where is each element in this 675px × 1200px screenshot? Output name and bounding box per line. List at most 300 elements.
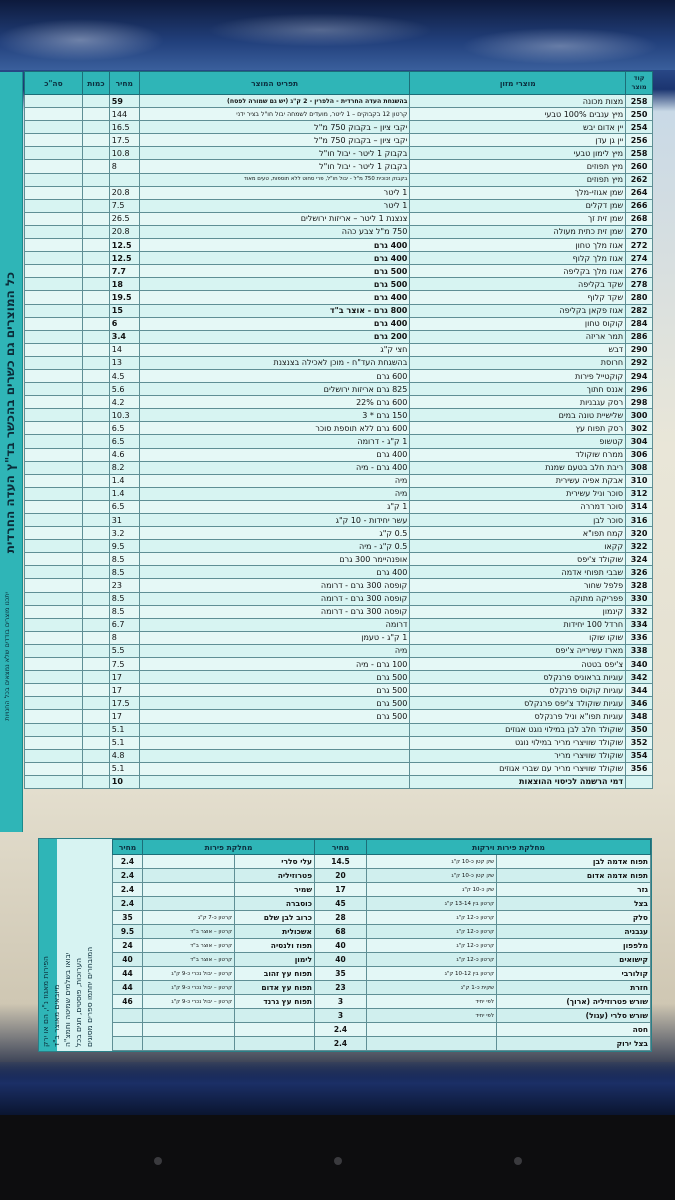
fruit-unit: קרטון – יבול נכרי כ-9 ק"ג	[143, 981, 235, 995]
row-qty-cell[interactable]	[82, 671, 109, 684]
row-qty-cell[interactable]	[82, 461, 109, 474]
fruit-row	[113, 911, 315, 925]
table-row	[25, 618, 653, 631]
row-product-name: עוגיות תפו"א וניל פרנקלס	[410, 710, 626, 723]
veg-unit: שק קטן כ-10 ק"ג	[367, 869, 497, 883]
row-product-name: שקד בקליפה	[410, 278, 626, 291]
table-row	[25, 749, 653, 762]
row-total-cell[interactable]	[25, 605, 83, 618]
row-price: 59	[109, 95, 139, 108]
row-description: בקבוק זכוכית 750 מ"ל - יבול חו"ל, פרי סחוט ללא תוספות, טעים מאוד	[139, 173, 410, 186]
row-description: 600 גרם	[139, 369, 410, 382]
row-product-name: דבש	[410, 343, 626, 356]
table-row	[25, 514, 653, 527]
row-code: 258	[626, 147, 653, 160]
row-qty-cell[interactable]	[82, 212, 109, 225]
nav-back-button[interactable]	[154, 1157, 162, 1165]
row-code: 278	[626, 278, 653, 291]
row-price: 17	[109, 684, 139, 697]
veg-row	[315, 1009, 651, 1023]
fruit-row	[113, 953, 315, 967]
row-description: יקבי ציון – בקבוק 750 מ"ל	[139, 134, 410, 147]
row-total-cell[interactable]	[25, 212, 83, 225]
row-product-name: מארז עשירייה צ'יפס	[410, 644, 626, 657]
row-qty-cell[interactable]	[82, 265, 109, 278]
veg-name: עגבניה	[497, 925, 651, 939]
row-qty-cell[interactable]	[82, 697, 109, 710]
row-product-name: שמן דקלים	[410, 199, 626, 212]
nav-recents-button[interactable]	[514, 1157, 522, 1165]
veg-name: תפוח אדמה אדום	[497, 869, 651, 883]
fruit-name: כוסברה	[235, 897, 315, 911]
fruit-name: אשכולית	[235, 925, 315, 939]
sky-background	[0, 0, 675, 70]
row-description: 1 ליטר	[139, 199, 410, 212]
table-row	[25, 186, 653, 199]
fruit-name: עלי סלרי	[235, 855, 315, 869]
row-qty-cell[interactable]	[82, 540, 109, 553]
fruit-row	[113, 939, 315, 953]
row-total-cell[interactable]	[25, 736, 83, 749]
row-product-name: אגוז מלך טחון	[410, 239, 626, 252]
row-description: 400 גרם	[139, 448, 410, 461]
row-price: 9.5	[109, 540, 139, 553]
veg-unit: קרטון כ-12 ק"ג	[367, 953, 497, 967]
row-description: קופסה 300 גרם - דרומה	[139, 592, 410, 605]
row-total-cell[interactable]	[25, 474, 83, 487]
fruit-price: 2.4	[113, 855, 143, 869]
row-product-name: מצות מכונה	[410, 95, 626, 108]
row-qty-cell[interactable]	[82, 527, 109, 540]
veg-price: 45	[315, 897, 367, 911]
row-qty-cell[interactable]	[82, 383, 109, 396]
row-price: 7.5	[109, 658, 139, 671]
row-price: 12.5	[109, 252, 139, 265]
fruit-row	[113, 967, 315, 981]
row-product-name: שוקולד צ'יפס	[410, 553, 626, 566]
row-qty-cell[interactable]	[82, 356, 109, 369]
row-code: 290	[626, 343, 653, 356]
row-qty-cell[interactable]	[82, 173, 109, 186]
row-qty-cell[interactable]	[82, 199, 109, 212]
table-row	[25, 343, 653, 356]
row-description: מיה	[139, 487, 410, 500]
row-qty-cell[interactable]	[82, 108, 109, 121]
row-description	[139, 736, 410, 749]
row-qty-cell[interactable]	[82, 710, 109, 723]
row-total-cell[interactable]	[25, 697, 83, 710]
row-qty-cell[interactable]	[82, 723, 109, 736]
row-total-cell[interactable]	[25, 618, 83, 631]
veg-row	[315, 995, 651, 1009]
row-qty-cell[interactable]	[82, 749, 109, 762]
row-code: 268	[626, 212, 653, 225]
fruit-price: 46	[113, 995, 143, 1009]
table-row	[25, 330, 653, 343]
row-code: 348	[626, 710, 653, 723]
row-total-cell[interactable]	[25, 435, 83, 448]
veg-unit: קרטון בין 10-12 ק"ג	[367, 967, 497, 981]
row-total-cell[interactable]	[25, 500, 83, 513]
row-price: 4.5	[109, 369, 139, 382]
row-total-cell[interactable]	[25, 579, 83, 592]
row-qty-cell[interactable]	[82, 396, 109, 409]
veg-unit: לפי יחיד	[367, 1009, 497, 1023]
row-code: 276	[626, 265, 653, 278]
row-product-name: אגוז מלך קלוף	[410, 252, 626, 265]
table-row	[25, 762, 653, 775]
table-row	[25, 252, 653, 265]
row-price: 4.8	[109, 749, 139, 762]
row-code: 306	[626, 448, 653, 461]
row-total-cell[interactable]	[25, 396, 83, 409]
fruit-price	[113, 1023, 143, 1037]
row-total-cell[interactable]	[25, 487, 83, 500]
fruit-unit	[143, 1009, 235, 1023]
table-row	[25, 592, 653, 605]
row-total-cell[interactable]	[25, 173, 83, 186]
row-total-cell[interactable]	[25, 671, 83, 684]
row-code: 332	[626, 605, 653, 618]
row-total-cell[interactable]	[25, 383, 83, 396]
row-total-cell[interactable]	[25, 160, 83, 173]
row-code: 302	[626, 422, 653, 435]
veg-unit	[367, 1037, 497, 1051]
row-qty-cell[interactable]	[82, 422, 109, 435]
veg-name: קולורבי	[497, 967, 651, 981]
row-product-name: יין גן עדן	[410, 134, 626, 147]
row-qty-cell[interactable]	[82, 658, 109, 671]
row-total-cell[interactable]	[25, 95, 83, 108]
row-qty-cell[interactable]	[82, 579, 109, 592]
row-code: 266	[626, 199, 653, 212]
row-qty-cell[interactable]	[82, 134, 109, 147]
row-total-cell[interactable]	[25, 291, 83, 304]
row-qty-cell[interactable]	[82, 514, 109, 527]
row-price: 1.4	[109, 487, 139, 500]
row-qty-cell[interactable]	[82, 435, 109, 448]
veg-row	[315, 883, 651, 897]
row-qty-cell[interactable]	[82, 566, 109, 579]
row-product-name: סוכר לבן	[410, 514, 626, 527]
row-qty-cell[interactable]	[82, 317, 109, 330]
veg-price: 14.5	[315, 855, 367, 869]
veg-price: 3	[315, 995, 367, 1009]
table-row	[25, 291, 653, 304]
row-product-name: קוקוס טחון	[410, 317, 626, 330]
row-qty-cell[interactable]	[82, 644, 109, 657]
row-qty-cell[interactable]	[82, 121, 109, 134]
row-total-cell[interactable]	[25, 278, 83, 291]
row-total-cell[interactable]	[25, 775, 83, 788]
row-total-cell[interactable]	[25, 265, 83, 278]
row-code: 300	[626, 409, 653, 422]
table-row	[25, 435, 653, 448]
fruit-row	[113, 1023, 315, 1037]
table-row	[25, 540, 653, 553]
fruit-unit	[143, 855, 235, 869]
table-row	[25, 527, 653, 540]
row-product-name: שלישיית טונה במים	[410, 409, 626, 422]
row-total-cell[interactable]	[25, 108, 83, 121]
table-row	[25, 212, 653, 225]
fruit-unit	[143, 883, 235, 897]
row-total-cell[interactable]	[25, 631, 83, 644]
row-total-cell[interactable]	[25, 356, 83, 369]
veg-header-price: מחיר	[315, 840, 367, 855]
fruit-price: 2.4	[113, 883, 143, 897]
row-qty-cell[interactable]	[82, 252, 109, 265]
row-qty-cell[interactable]	[82, 553, 109, 566]
row-price: 5.6	[109, 383, 139, 396]
row-qty-cell[interactable]	[82, 631, 109, 644]
row-total-cell[interactable]	[25, 343, 83, 356]
row-product-name: פפריקה מתוקה	[410, 592, 626, 605]
row-description	[139, 762, 410, 775]
row-product-name: קטשופ	[410, 435, 626, 448]
row-description: 750 מ"ל צבע כהה	[139, 225, 410, 238]
row-total-cell[interactable]	[25, 684, 83, 697]
row-total-cell[interactable]	[25, 762, 83, 775]
row-total-cell[interactable]	[25, 644, 83, 657]
row-product-name: שבבי תפוחי אדמה	[410, 566, 626, 579]
row-total-cell[interactable]	[25, 134, 83, 147]
fruit-name: תפוח עץ זהוב	[235, 967, 315, 981]
row-code: 254	[626, 121, 653, 134]
table-row	[25, 95, 653, 108]
row-total-cell[interactable]	[25, 147, 83, 160]
row-description: חצי ק"ג	[139, 343, 410, 356]
row-qty-cell[interactable]	[82, 186, 109, 199]
veg-unit: קרטון בין 13-14 ק"ג	[367, 897, 497, 911]
row-total-cell[interactable]	[25, 658, 83, 671]
row-qty-cell[interactable]	[82, 225, 109, 238]
row-price: 8	[109, 631, 139, 644]
side-banner-sub-text: יתכנו מוצרים בודדים שלא נמצאים בכל החנויות	[3, 592, 11, 721]
row-product-name: סוכר וניל עשירית	[410, 487, 626, 500]
row-qty-cell[interactable]	[82, 487, 109, 500]
row-qty-cell[interactable]	[82, 95, 109, 108]
row-qty-cell[interactable]	[82, 775, 109, 788]
row-code: 328	[626, 579, 653, 592]
veg-unit: קרטון כ-12 ק"ג	[367, 925, 497, 939]
fruit-price: 44	[113, 981, 143, 995]
row-total-cell[interactable]	[25, 304, 83, 317]
row-total-cell[interactable]	[25, 540, 83, 553]
table-row	[25, 461, 653, 474]
row-total-cell[interactable]	[25, 369, 83, 382]
row-code: 336	[626, 631, 653, 644]
row-description: 400 גרם	[139, 239, 410, 252]
row-price: 8.5	[109, 605, 139, 618]
row-price: 6.5	[109, 435, 139, 448]
row-qty-cell[interactable]	[82, 291, 109, 304]
row-price: 8.5	[109, 592, 139, 605]
row-code: 324	[626, 553, 653, 566]
row-code: 298	[626, 396, 653, 409]
row-total-cell[interactable]	[25, 448, 83, 461]
row-price: 7.5	[109, 199, 139, 212]
table-row	[25, 173, 653, 186]
row-description: 1 ק"ג - דרומה	[139, 435, 410, 448]
veg-row	[315, 981, 651, 995]
fruit-row	[113, 883, 315, 897]
row-total-cell[interactable]	[25, 186, 83, 199]
row-total-cell[interactable]	[25, 330, 83, 343]
row-qty-cell[interactable]	[82, 762, 109, 775]
row-qty-cell[interactable]	[82, 618, 109, 631]
row-price: 13	[109, 356, 139, 369]
row-total-cell[interactable]	[25, 514, 83, 527]
veg-name: מלפפון	[497, 939, 651, 953]
row-total-cell[interactable]	[25, 317, 83, 330]
row-code: 272	[626, 239, 653, 252]
row-code: 256	[626, 134, 653, 147]
product-table-body	[25, 95, 653, 789]
fruit-price: 24	[113, 939, 143, 953]
row-price: 16.5	[109, 121, 139, 134]
row-price: 3.2	[109, 527, 139, 540]
row-total-cell[interactable]	[25, 121, 83, 134]
fruit-unit: קרטון – אוצר ב"ד	[143, 953, 235, 967]
row-total-cell[interactable]	[25, 239, 83, 252]
row-total-cell[interactable]	[25, 225, 83, 238]
row-product-name: חרוסת	[410, 356, 626, 369]
row-price: 8.5	[109, 553, 139, 566]
table-row	[25, 448, 653, 461]
row-code: 352	[626, 736, 653, 749]
row-description: קופסה 300 גרם - דרומה	[139, 579, 410, 592]
fruit-row	[113, 995, 315, 1009]
table-row	[25, 409, 653, 422]
veg-name: גזר	[497, 883, 651, 897]
row-total-cell[interactable]	[25, 409, 83, 422]
table-row	[25, 671, 653, 684]
row-product-name: ריבת חלב בטעם שמנת	[410, 461, 626, 474]
row-product-name: עוגיות בראוניס פרנקלס	[410, 671, 626, 684]
row-price: 6.5	[109, 500, 139, 513]
row-qty-cell[interactable]	[82, 592, 109, 605]
row-description: 500 גרם	[139, 684, 410, 697]
row-qty-cell[interactable]	[82, 409, 109, 422]
row-price: 4.6	[109, 448, 139, 461]
row-qty-cell[interactable]	[82, 369, 109, 382]
row-total-cell[interactable]	[25, 527, 83, 540]
fruit-unit	[143, 1037, 235, 1051]
veg-price: 3	[315, 1009, 367, 1023]
row-qty-cell[interactable]	[82, 736, 109, 749]
row-product-name: רסק עגבניות	[410, 396, 626, 409]
table-row	[25, 553, 653, 566]
row-code: 326	[626, 566, 653, 579]
row-qty-cell[interactable]	[82, 160, 109, 173]
row-description: מיה	[139, 474, 410, 487]
row-code: 294	[626, 369, 653, 382]
row-qty-cell[interactable]	[82, 684, 109, 697]
row-qty-cell[interactable]	[82, 343, 109, 356]
row-total-cell[interactable]	[25, 461, 83, 474]
row-code: 270	[626, 225, 653, 238]
fruit-name: תפוח עץ אדום	[235, 981, 315, 995]
row-price: 26.5	[109, 212, 139, 225]
row-product-name: קוקטייל פירות	[410, 369, 626, 382]
row-total-cell[interactable]	[25, 199, 83, 212]
row-qty-cell[interactable]	[82, 304, 109, 317]
row-total-cell[interactable]	[25, 710, 83, 723]
row-qty-cell[interactable]	[82, 278, 109, 291]
veg-price: 28	[315, 911, 367, 925]
row-description: 400 גרם	[139, 566, 410, 579]
table-row	[25, 658, 653, 671]
row-total-cell[interactable]	[25, 252, 83, 265]
row-code: 292	[626, 356, 653, 369]
row-qty-cell[interactable]	[82, 147, 109, 160]
row-code: 258	[626, 95, 653, 108]
row-code: 308	[626, 461, 653, 474]
row-description: קרטון 12 בקבוקים – 1 ליטר, מועדים לשמחה יבול חו"ל בציר ידני	[139, 108, 410, 121]
fruit-name: תפוז ולנסיה	[235, 939, 315, 953]
row-qty-cell[interactable]	[82, 330, 109, 343]
row-product-name: שקד קלוף	[410, 291, 626, 304]
row-description: 825 גרם אריזות ירושלים	[139, 383, 410, 396]
veg-price: 20	[315, 869, 367, 883]
row-price: 17.5	[109, 697, 139, 710]
row-total-cell[interactable]	[25, 723, 83, 736]
row-price: 7.7	[109, 265, 139, 278]
row-product-name: שמן זית כתית מעולה	[410, 225, 626, 238]
veg-name: שורש סלרי (עגול)	[497, 1009, 651, 1023]
fruit-price	[113, 1009, 143, 1023]
row-total-cell[interactable]	[25, 749, 83, 762]
row-code: 284	[626, 317, 653, 330]
table-row	[25, 121, 653, 134]
row-qty-cell[interactable]	[82, 500, 109, 513]
row-qty-cell[interactable]	[82, 448, 109, 461]
row-product-name: עוגיות קוקוס פרנקלס	[410, 684, 626, 697]
row-total-cell[interactable]	[25, 553, 83, 566]
row-description: 1 ק"ג - טעמן	[139, 631, 410, 644]
row-product-name: אגוז מלך בקליפה	[410, 265, 626, 278]
row-qty-cell[interactable]	[82, 605, 109, 618]
fruit-row	[113, 925, 315, 939]
row-description: 150 גרם * 3	[139, 409, 410, 422]
row-price: 5.1	[109, 736, 139, 749]
row-price: 17	[109, 710, 139, 723]
table-row	[25, 736, 653, 749]
row-total-cell[interactable]	[25, 422, 83, 435]
veg-row	[315, 939, 651, 953]
row-description: 400 גרם	[139, 252, 410, 265]
veg-unit: לפי יחיד	[367, 995, 497, 1009]
row-qty-cell[interactable]	[82, 239, 109, 252]
row-description: 500 גרם	[139, 710, 410, 723]
row-total-cell[interactable]	[25, 566, 83, 579]
row-price: 1.4	[109, 474, 139, 487]
row-code: 330	[626, 592, 653, 605]
row-code: 312	[626, 487, 653, 500]
fruit-unit	[143, 869, 235, 883]
row-product-name: קמח תפו"א	[410, 527, 626, 540]
veg-price: 2.4	[315, 1023, 367, 1037]
row-price: 5.1	[109, 762, 139, 775]
row-qty-cell[interactable]	[82, 474, 109, 487]
row-price: 5.1	[109, 723, 139, 736]
table-row	[25, 723, 653, 736]
nav-home-button[interactable]	[334, 1157, 342, 1165]
row-price: 23	[109, 579, 139, 592]
veg-price: 68	[315, 925, 367, 939]
row-total-cell[interactable]	[25, 592, 83, 605]
